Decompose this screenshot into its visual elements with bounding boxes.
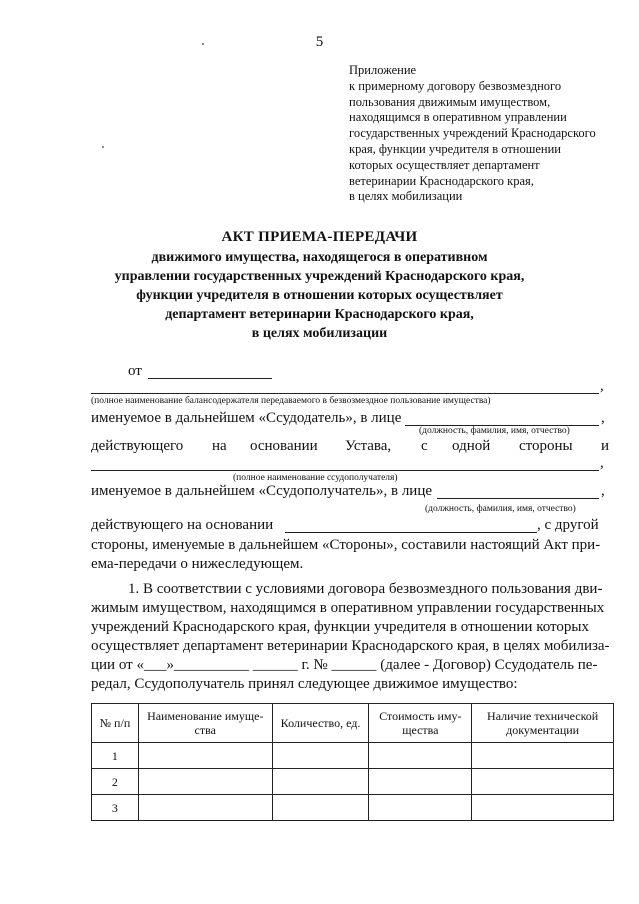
borrower-name-field[interactable] bbox=[91, 470, 599, 471]
acting-word: с bbox=[421, 438, 428, 454]
subtitle-line: департамент ветеринарии Краснодарского края, bbox=[165, 307, 474, 322]
borrower-caption: (полное наименование ссудополучателя) bbox=[233, 473, 398, 483]
table-row bbox=[92, 795, 614, 821]
clause-line: осуществляет департамент ветеринарии Краснодарского края, в целях мобилиза- bbox=[91, 638, 610, 654]
table-row bbox=[92, 769, 614, 795]
person-caption-2: (должность, фамилия, имя, отчество) bbox=[425, 504, 576, 514]
table-cell[interactable] bbox=[272, 795, 369, 821]
table-cell[interactable] bbox=[369, 743, 472, 769]
table-cell[interactable] bbox=[272, 743, 369, 769]
acting-word: Устава, bbox=[345, 438, 392, 454]
table-cell[interactable] bbox=[272, 769, 369, 795]
appendix-line: государственных учреждений Краснодарского bbox=[349, 126, 596, 141]
acting-word: одной bbox=[452, 438, 491, 454]
row-number: 2 bbox=[92, 769, 139, 795]
col-header-cost: Стоимость иму-щества bbox=[369, 704, 472, 743]
other-side-label: , с другой bbox=[537, 517, 599, 533]
date-field[interactable] bbox=[148, 378, 272, 379]
row-number: 3 bbox=[92, 795, 139, 821]
col-header-number: № п/п bbox=[92, 704, 139, 743]
acting-word: действующего bbox=[91, 438, 184, 454]
table-cell[interactable] bbox=[472, 769, 614, 795]
table-cell[interactable] bbox=[138, 743, 272, 769]
clause-date-line: ции от «___»__________ ______ г. № ______ (далее - Договор) Ссудодатель пе- bbox=[91, 657, 598, 673]
borrower-person-field[interactable] bbox=[437, 498, 599, 499]
table-row bbox=[92, 743, 614, 769]
basis-field[interactable] bbox=[285, 532, 537, 533]
scan-dot bbox=[202, 43, 204, 45]
acting-word: стороны bbox=[519, 438, 573, 454]
table-header-row bbox=[92, 704, 614, 743]
scan-dot bbox=[102, 146, 104, 148]
subtitle-line: движимого имущества, находящегося в оперативном bbox=[151, 250, 488, 265]
document-title: АКТ ПРИЕМА-ПЕРЕДАЧИ bbox=[221, 229, 418, 245]
col-header-documentation: Наличие технической документации bbox=[472, 704, 614, 743]
lender-named-label: именуемое в дальнейшем «Ссудодатель», в лице bbox=[91, 410, 402, 426]
clause-line: жимым имуществом, находящимся в оперативном управлении государственных bbox=[91, 600, 605, 616]
acting-word: и bbox=[601, 438, 610, 454]
acting-word: на bbox=[212, 438, 227, 454]
clause-line: 1. В соответствии с условиями договора безвозмездного пользования дви- bbox=[128, 581, 603, 597]
page-number: 5 bbox=[315, 34, 324, 50]
person-caption-1: (должность, фамилия, имя, отчество) bbox=[419, 426, 570, 436]
acting-basis-label: действующего на основании bbox=[91, 517, 274, 533]
comma: , bbox=[601, 483, 605, 499]
table-cell[interactable] bbox=[369, 795, 472, 821]
subtitle-line: в целях мобилизации bbox=[251, 326, 388, 341]
table-cell[interactable] bbox=[472, 795, 614, 821]
table-cell[interactable] bbox=[138, 795, 272, 821]
appendix-line: ветеринарии Краснодарского края, bbox=[349, 173, 534, 188]
appendix-line: в целях мобилизации bbox=[349, 189, 463, 204]
appendix-line: края, функции учредителя в отношении bbox=[349, 141, 561, 156]
clause-line: учреждений Краснодарского края, функции учредителя в отношении которых bbox=[91, 619, 589, 635]
col-header-quantity: Количество, ед. bbox=[272, 704, 369, 743]
appendix-line: пользования движимым имуществом, bbox=[349, 94, 551, 109]
comma: , bbox=[600, 378, 604, 394]
appendix-line: Приложение bbox=[349, 63, 417, 77]
table-cell[interactable] bbox=[369, 769, 472, 795]
document-subtitle bbox=[80, 248, 559, 343]
property-table bbox=[91, 703, 614, 821]
row-number: 1 bbox=[92, 743, 139, 769]
subtitle-line: управлении государственных учреждений Краснодарского края, bbox=[114, 269, 525, 284]
borrower-named-label: именуемое в дальнейшем «Ссудополучатель», в лице bbox=[91, 483, 433, 499]
sides-line: стороны, именуемые в дальнейшем «Стороны», составили настоящий Акт при- bbox=[91, 537, 601, 553]
table-cell[interactable] bbox=[472, 743, 614, 769]
appendix-block bbox=[349, 63, 619, 205]
appendix-line: к примерному договору безвозмездного bbox=[349, 78, 562, 93]
comma: , bbox=[600, 455, 604, 471]
appendix-line: которых осуществляет департамент bbox=[349, 157, 540, 172]
appendix-line: находящимся в оперативном управлении bbox=[349, 110, 567, 125]
comma: , bbox=[601, 410, 605, 426]
lender-name-field[interactable] bbox=[91, 393, 599, 394]
acting-word: основании bbox=[250, 438, 318, 454]
clause-line: редал, Ссудополучатель принял следующее движимое имущество: bbox=[91, 676, 518, 692]
sides-line: ема-передачи о нижеследующем. bbox=[91, 556, 304, 572]
date-prefix: от bbox=[128, 363, 142, 379]
table-cell[interactable] bbox=[138, 769, 272, 795]
lender-caption: (полное наименование балансодержателя передаваемого в безвозмездное пользование имущества) bbox=[91, 396, 491, 406]
col-header-name: Наименование имуще-ства bbox=[138, 704, 272, 743]
subtitle-line: функции учредителя в отношении которых осуществляет bbox=[136, 288, 503, 303]
